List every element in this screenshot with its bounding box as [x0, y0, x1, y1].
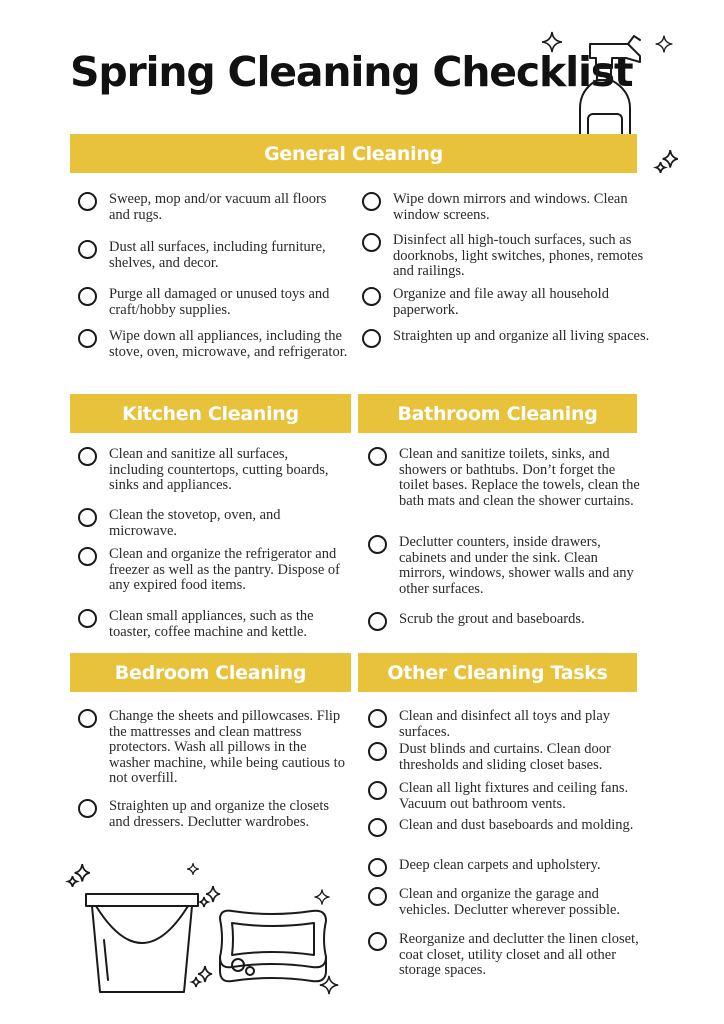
checklist-item: [78, 447, 346, 494]
sparkle-icon: [66, 862, 92, 888]
checklist-item-text: Declutter counters, inside drawers, cabinets and under the sink. Clean mirrors, windows, shower walls and any other surfaces.: [399, 534, 634, 597]
checklist-item-text: Reorganize and declutter the linen closet, coat closet, utility closet and all other storage spaces.: [399, 931, 639, 978]
sparkle-icon: [540, 30, 564, 54]
checkbox-circle-icon[interactable]: [368, 818, 387, 837]
sparkle-icon: [198, 884, 222, 908]
sponge-icon: [210, 905, 335, 995]
checklist-item: [368, 535, 640, 597]
checklist-item-text: Wipe down all appliances, including the stove, oven, microwave, and refrigerator.: [109, 328, 348, 360]
checkbox-circle-icon[interactable]: [368, 709, 387, 728]
page-title: Spring Cleaning Checklist: [70, 48, 633, 96]
checkbox-circle-icon[interactable]: [368, 858, 387, 877]
checklist-item-text: Change the sheets and pillowcases. Flip the mattresses and clean mattress protectors. Wash all pillows in the washer machine, while being cautious to not overfill.: [109, 708, 345, 786]
sparkle-icon: [186, 862, 200, 876]
checklist-item-text: Clean and sanitize all surfaces, including countertops, cutting boards, sinks and appliances.: [109, 446, 329, 493]
checklist-item-text: Clean small appliances, such as the toaster, coffee machine and kettle.: [109, 608, 314, 640]
checklist-item-text: Clean and dust baseboards and molding.: [399, 817, 634, 833]
checklist-item: [78, 192, 348, 223]
checklist-item-text: Dust blinds and curtains. Clean door thresholds and sliding closet bases.: [399, 741, 611, 773]
checkbox-circle-icon[interactable]: [362, 233, 381, 252]
sparkle-icon: [190, 964, 214, 988]
checklist-item: [368, 887, 640, 918]
checklist-item: [368, 709, 640, 740]
checklist-item-text: Wipe down mirrors and windows. Clean window screens.: [393, 191, 628, 223]
checklist-item: [78, 799, 346, 830]
checklist-item: [368, 742, 640, 773]
checkbox-circle-icon[interactable]: [78, 547, 97, 566]
checkbox-circle-icon[interactable]: [78, 329, 97, 348]
checklist-item-text: Clean the stovetop, oven, and microwave.: [109, 507, 281, 539]
checklist-item: [368, 612, 640, 631]
checkbox-circle-icon[interactable]: [78, 192, 97, 211]
section-banner-general: General Cleaning: [70, 134, 637, 173]
checkbox-circle-icon[interactable]: [368, 742, 387, 761]
checklist-item: [362, 329, 652, 348]
checkbox-circle-icon[interactable]: [78, 508, 97, 527]
section-banner-other: Other Cleaning Tasks: [358, 653, 637, 692]
checkbox-circle-icon[interactable]: [78, 287, 97, 306]
checklist-item-text: Deep clean carpets and upholstery.: [399, 857, 601, 873]
checklist-item-text: Dust all surfaces, including furniture, shelves, and decor.: [109, 239, 326, 271]
checkbox-circle-icon[interactable]: [368, 535, 387, 554]
checklist-item: [78, 609, 346, 640]
checklist-item: [368, 781, 640, 812]
checklist-item: [362, 192, 652, 223]
checklist-item-text: Disinfect all high-touch surfaces, such as doorknobs, light switches, phones, remotes and railings.: [393, 232, 644, 279]
sparkle-icon: [318, 974, 340, 996]
checklist-item: [78, 287, 348, 318]
checklist-item-text: Organize and file away all household paperwork.: [393, 286, 609, 318]
checkbox-circle-icon[interactable]: [368, 612, 387, 631]
checkbox-circle-icon[interactable]: [78, 709, 97, 728]
sparkle-icon: [313, 888, 331, 906]
checklist-item: [362, 233, 652, 280]
checklist-item: [368, 858, 640, 877]
checkbox-circle-icon[interactable]: [362, 329, 381, 348]
checklist-item: [368, 932, 640, 979]
section-banner-bedroom: Bedroom Cleaning: [70, 653, 351, 692]
checklist-item-text: Sweep, mop and/or vacuum all floors and rugs.: [109, 191, 327, 223]
checkbox-circle-icon[interactable]: [78, 799, 97, 818]
checklist-item-text: Straighten up and organize the closets and dressers. Declutter wardrobes.: [109, 798, 329, 830]
checkbox-circle-icon[interactable]: [78, 447, 97, 466]
checkbox-circle-icon[interactable]: [362, 287, 381, 306]
checklist-item: [362, 287, 652, 318]
checklist-item-text: Clean and organize the refrigerator and freezer as well as the pantry. Dispose of any expired food items.: [109, 546, 340, 593]
checklist-item: [78, 240, 348, 271]
checklist-item-text: Purge all damaged or unused toys and craft/hobby supplies.: [109, 286, 330, 318]
checklist-item-text: Clean and disinfect all toys and play surfaces.: [399, 708, 611, 740]
checklist-item-text: Scrub the grout and baseboards.: [399, 611, 585, 627]
sparkle-icon: [654, 34, 674, 54]
checklist-item-text: Clean all light fixtures and ceiling fans. Vacuum out bathroom vents.: [399, 780, 629, 812]
checklist-item-text: Clean and organize the garage and vehicles. Declutter wherever possible.: [399, 886, 621, 918]
checklist-item: [368, 818, 640, 837]
checkbox-circle-icon[interactable]: [78, 609, 97, 628]
checklist-item: [78, 508, 346, 539]
checklist-item: [368, 447, 640, 509]
bucket-icon: [80, 880, 205, 1000]
checkbox-circle-icon[interactable]: [78, 240, 97, 259]
checkbox-circle-icon[interactable]: [368, 932, 387, 951]
checkbox-circle-icon[interactable]: [368, 781, 387, 800]
checklist-item-text: Straighten up and organize all living spaces.: [393, 328, 650, 344]
checklist-item: [78, 709, 346, 787]
checklist-item: [78, 329, 348, 360]
section-banner-kitchen: Kitchen Cleaning: [70, 394, 351, 433]
checklist-item: [78, 547, 346, 594]
sparkle-icon: [654, 148, 680, 174]
checkbox-circle-icon[interactable]: [368, 447, 387, 466]
section-banner-bathroom: Bathroom Cleaning: [358, 394, 637, 433]
checklist-item-text: Clean and sanitize toilets, sinks, and showers or bathtubs. Don’t forget the toilet bases. Replace the towels, clean the bath mats and clean the shower curtains.: [399, 446, 640, 509]
checkbox-circle-icon[interactable]: [362, 192, 381, 211]
checkbox-circle-icon[interactable]: [368, 887, 387, 906]
